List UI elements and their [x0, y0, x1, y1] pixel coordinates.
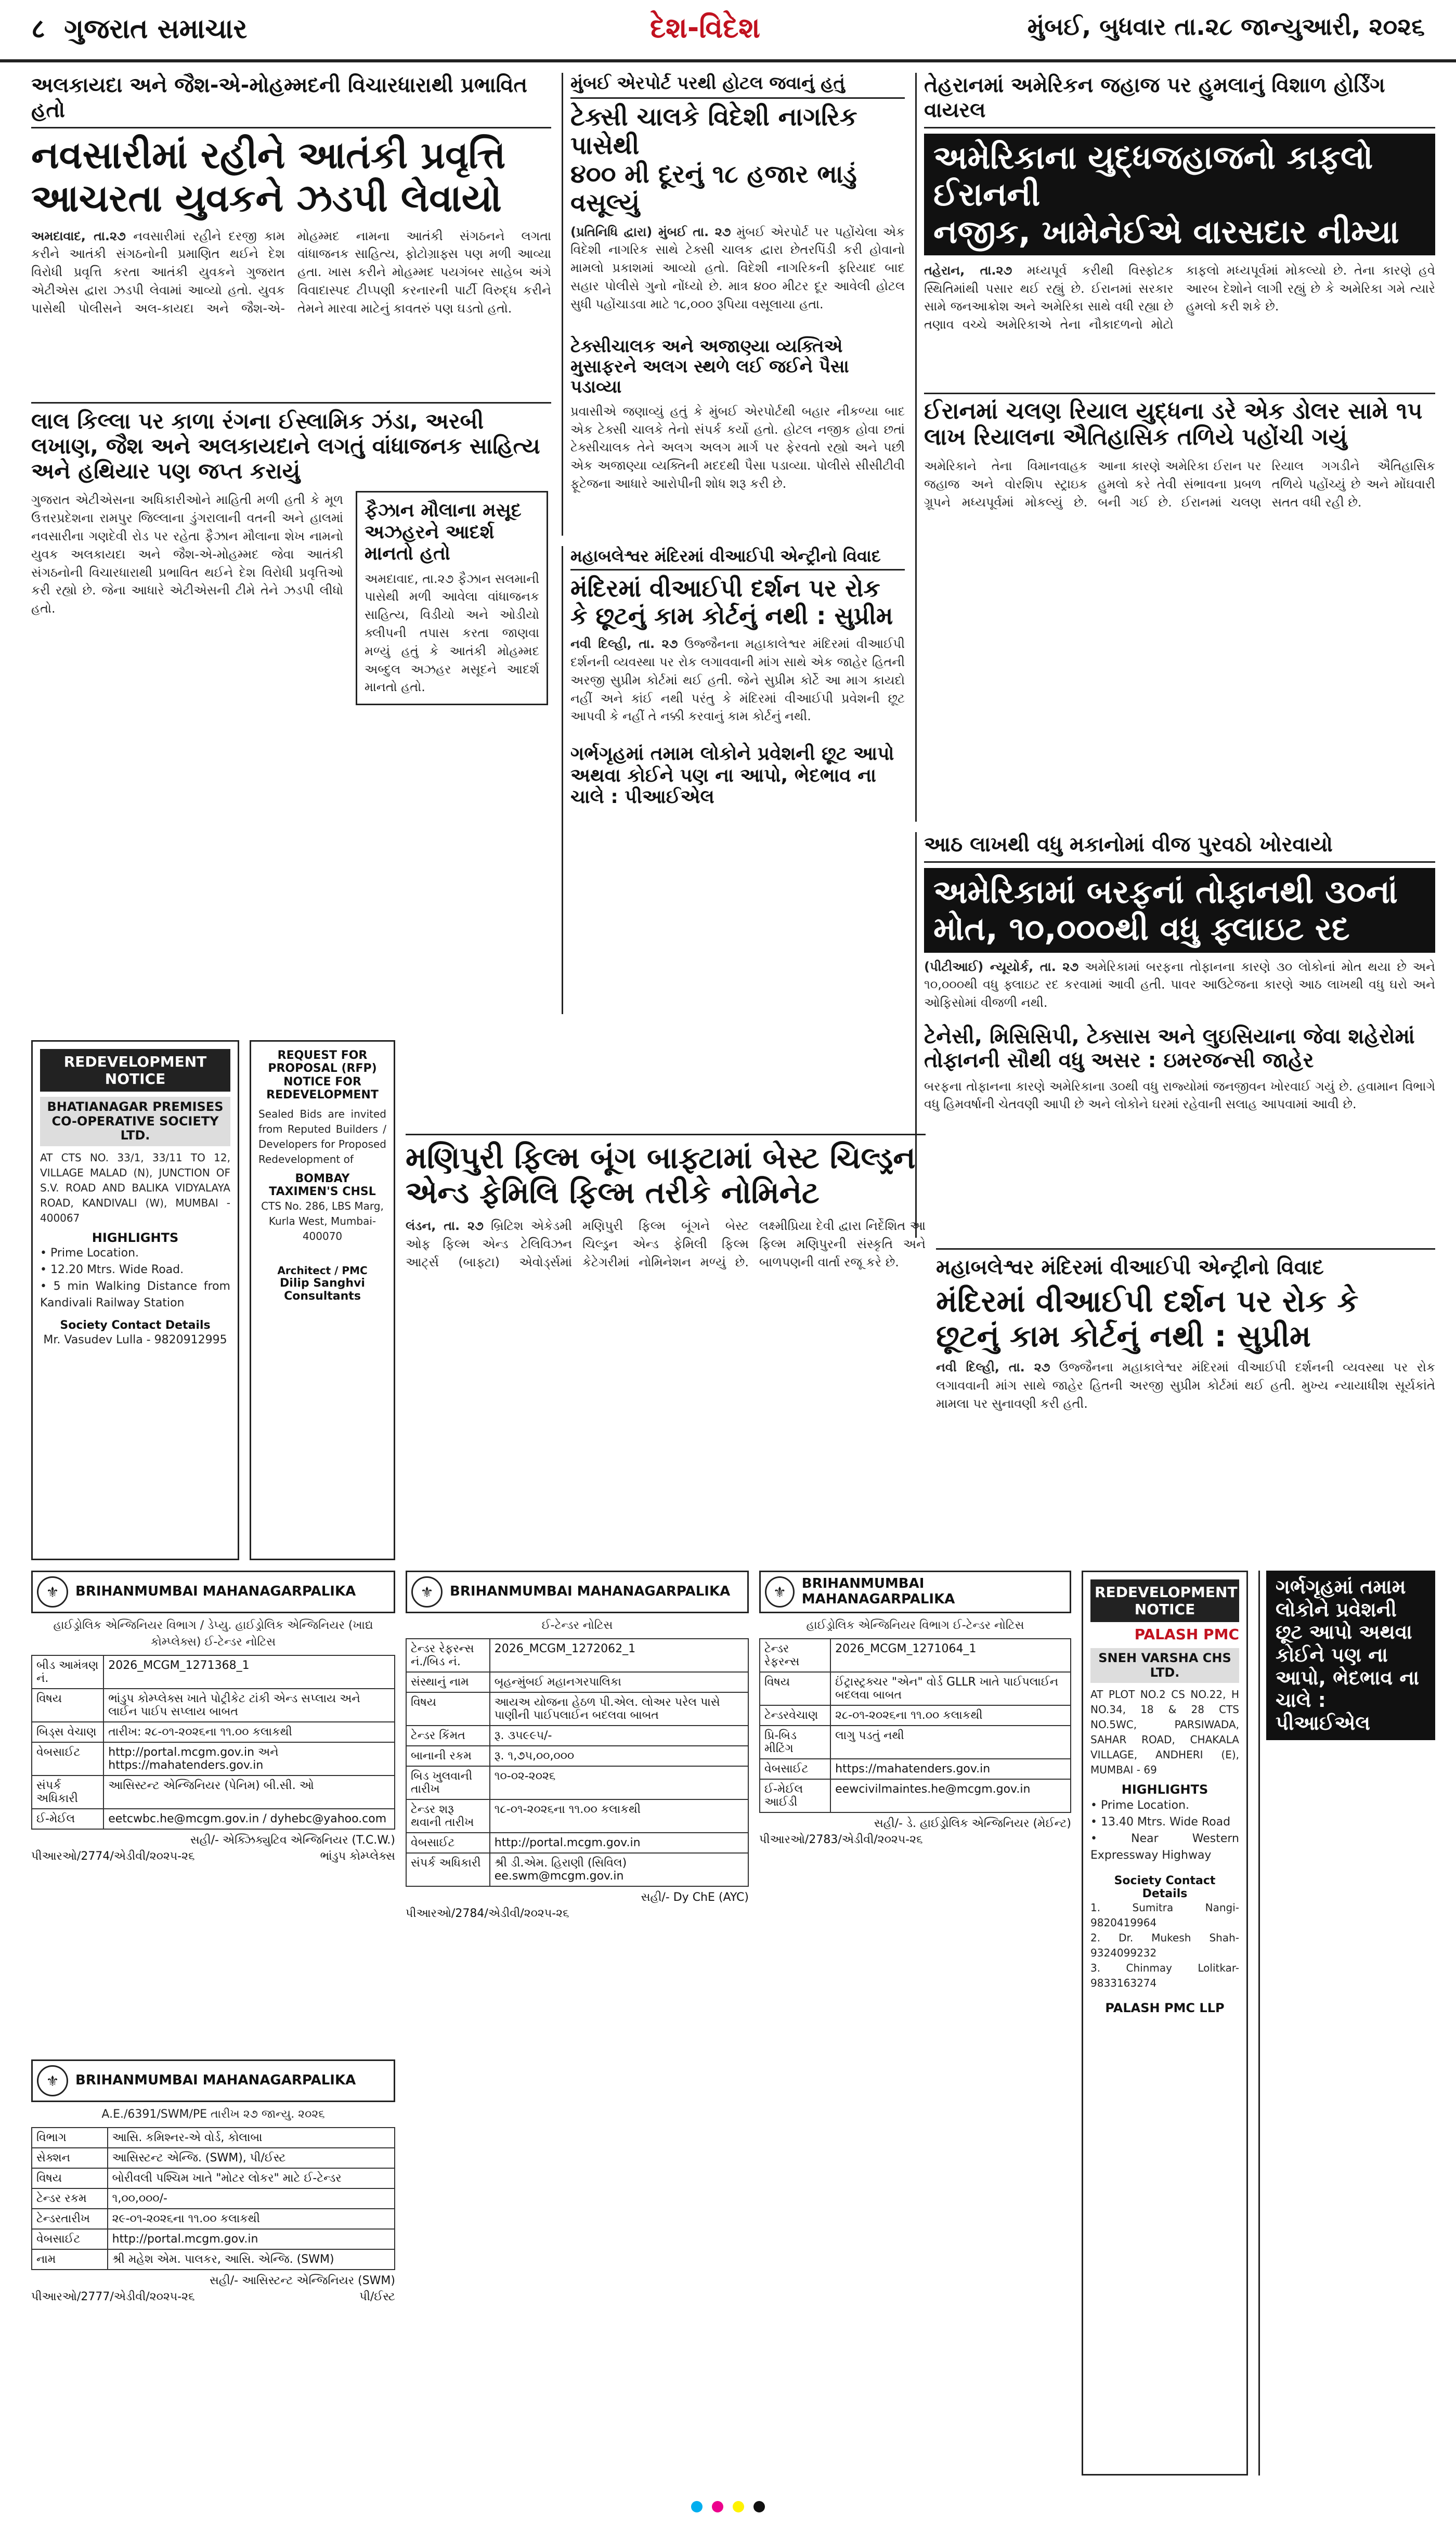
tender-table: વિભાગ આસિ. કમિશ્નર-એ વોર્ડ, કોલાબા સેક્શન આસિસ્ટન્ટ એન્જિ. (SWM), પી/ઈસ્ટ વિષય બોરીવલી પશ્ચિમ ખાતે "મોટર લોકર" માટે ઈ-ટેન્ડર ટેન્ડર રકમ ૧,૦૦,૦૦૦/- ટેન્ડરતારીખ ૨૯-૦૧-૨૦૨૬ના ૧૧.૦૦ કલાકથી વેબસાઈટ http://portal.mcgm.gov.in નામ શ્રી મહેશ એમ. પાલકર, આસિ. એન્જિ. (SWM): [31, 2127, 395, 2270]
story-iran: [915, 73, 1435, 822]
issue-date: મુંબઈ, બુધવાર તા.૨૮ જાન્યુઆરી, ૨૦૨૬: [1027, 12, 1425, 41]
black-mark: [753, 2501, 765, 2512]
cyan-mark: [691, 2501, 703, 2512]
story-subhead: ઈરાનમાં ચલણ રિયાલ યુદ્ધના ડરે એક ડોલર સામે ૧૫ લાખ રિયાલના ઐતિહાસિક તળિયે પહોંચી ગયું: [924, 393, 1435, 451]
story-continuation: [1258, 1571, 1435, 2476]
story-body: (પીટીઆઈ) ન્યૂયોર્ક, તા. ૨૭ અમેરિકામાં બરફના તોફાનના કારણે ૩૦ લોકોનાં મોત થયા છે અને ૧૦,૦૦૦થી વધુ ફ્લાઇટ રદ કરવામાં આવી હતી. પાવર આઉટેજના કારણે આઠ લાખથી વધુ ઘરો અને ઓફિસોમાં વીજળી નથી.: [924, 959, 1435, 1010]
story-kicker: મુંબઈ એરપોર્ટ પરથી હોટલ જવાનું હતું: [570, 73, 905, 99]
bmc-logo: ⚜ BRIHANMUMBAI MAHANAGARPALIKA: [759, 1571, 1071, 1613]
emblem-icon: ⚜: [37, 2065, 68, 2096]
story-side-head: ગર્ભગૃહમાં તમામ લોકોને પ્રવેશની છૂટ આપો અથવા કોઈને પણ ના આપો, ભેદભાવ ના ચાલે : પીઆઈએલ: [1266, 1571, 1435, 1740]
story-subhead: ટેનેસી, મિસિસિપી, ટેક્સાસ અને લુઇસિયાના જેવા શહેરોમાં તોફાનની સૌથી વધુ અસર : ઇમરજન્સી જાહેર: [924, 1024, 1415, 1072]
emblem-icon: ⚜: [411, 1576, 443, 1608]
yellow-mark: [733, 2501, 744, 2512]
ad-redevelopment-sneh-varsha: REDEVELOPMENT NOTICE PALASH PMC SNEH VARSHA CHS LTD. AT PLOT NO.2 CS NO.22, H NO.34, 18 & 28 CTS NO.5WC, PARSIWADA, SAHAR ROAD, CHAKALA VILLAGE, ANDHERI (E), MUMBAI - 69 HIGHLIGHTS • Prime Location. • 13.40 Mtrs. Wide Road • Near Western Expressway Highway Society Contact Details 1. Sumitra Nangi-9820419964 2. Dr. Mukesh Shah-9324099232 3. Chinmay Lolitkar-9833163274 PALASH PMC LLP: [1082, 1571, 1248, 2476]
ad-rfp-bombay-taximen: REQUEST FOR PROPOSAL (RFP) NOTICE FOR REDEVELOPMENT Sealed Bids are invited from Reputed Builders / Developers for Proposed Redevelopment of BOMBAY TAXIMEN'S CHSL CTS No. 286, LBS Marg, Kurla West, Mumbai-400070 Architect / PMC Dilip Sanghvi Consultants: [250, 1040, 395, 1560]
story-headline: અમેરિકામાં બરફનાં તોફાનથી ૩૦નાં મોત, ૧૦,૦૦૦થી વધુ ફ્લાઇટ રદ: [924, 868, 1435, 953]
story-body: નવી દિલ્હી, તા. ૨૭ ઉજ્જૈનના મહાકાલેશ્વર મંદિરમાં વીઆઈપી દર્શનની વ્યવસ્થા પર રોક લગાવવાની માંગ સાથે એક જાહેર હિતની અરજી સુપ્રીમ કોર્ટમાં થઈ હતી. જેને સુપ્રીમ કોર્ટે આ માગ કાયદો નહીં અને કાંઈ નથી પરંતુ કે મંદિરમાં વીઆઈપી પ્રવેશની છૂટ આપવી કે નહીં તે નક્કી કરવાનું કામ કોર્ટનું નથી.: [570, 637, 905, 724]
story-body: અમદાવાદ, તા.૨૭ નવસારીમાં રહીને દરજી કામ કરીને આતંકી સંગઠનોની પ્રમાણિત થઈને દેશ વિરોધી પ્રવૃત્તિ કરતા આતંકી યુવકને ગુજરાત એટીએસ દ્વારા ઝડપી લેવામાં આવ્યો હતો. યુવક પાસેથી પોલીસને અલ-કાયદા અને જૈશ-એ-મોહમ્મદ નામના આતંકી સંગઠનને લગતા વાંધાજનક સાહિત્ય, ફોટોગ્રાફ્સ પણ મળી આવ્યા હતા. ખાસ કરીને મોહમ્મદ પયગંબર સાહેબ અંગે વિવાદાસ્પદ ટીપ્પણી કરનારની પાર્ટી વિરુદ્ધ કરીને તેમને મારવા માટેનું કાવતરું પણ ઘડતો હતો.: [31, 228, 551, 316]
story-body: તહેરાન, તા.૨૭ મધ્યપૂર્વ કરીથી વિસ્ફોટક સ્થિતિમાંથી પસાર થઈ રહ્યું છે. ઈરાનમાં સરકાર સામે જનઆક્રોશ અને અમેરિકા સાથે વધી રહ્યા છે તણાવ વચ્ચે અમેરિકાએ તેના નૌકાદળનો મોટો કાફલો મધ્યપૂર્વમાં મોકલ્યો છે. તેના કારણે હવે આરબ દેશોને લાગી રહ્યું છે કે અમેરિકા ગમે ત્યારે હુમલો કરી શકે છે.: [924, 263, 1435, 332]
story-sidebox: ફૈઝાન મૌલાના મસૂદ અઝહરને આદર્શ માનતો હતો અમદાવાદ, તા.૨૭ ફૈઝાન સલમાની પાસેથી મળી આવેલા વાંધાજનક સાહિત્ય, વિડીયો અને ઓડીયો ક્લીપની તપાસ કરતા જાણવા મળ્યું હતું કે આતંકી મોહમ્મદ અબ્દુલ અઝહર મસૂદને આદર્શ માનતો હતો.: [356, 491, 548, 705]
story-kicker: મહાબલેશ્વર મંદિરમાં વીઆઈપી એન્ટ્રીનો વિવાદ: [936, 1255, 1324, 1279]
story-headline: ટેક્સી ચાલકે વિદેશી નાગરિક પાસેથી ૪૦૦ મી દૂરનું ૧૮ હજાર ભાડું વસૂલ્યું: [570, 102, 857, 218]
story-body-continued: બરફના તોફાનના કારણે અમેરિકાના ૩૦થી વધુ રાજ્યોમાં જનજીવન ખોરવાઈ ગયું છે. હવામાન વિભાગે વધુ હિમવર્ષાની ચેતવણી આપી છે અને લોકોને ઘરમાં રહેવાની સલાહ આપવામાં આવી છે.: [924, 1079, 1435, 1112]
bmc-logo: ⚜ BRIHANMUMBAI MAHANAGARPALIKA: [406, 1571, 749, 1613]
story-headline: નવસારીમાં રહીને આતંકી પ્રવૃત્તિ આચરતા યુવકને ઝડપી લેવાયો: [31, 133, 506, 220]
magenta-mark: [712, 2501, 723, 2512]
story-headline: મંદિરમાં વીઆઈપી દર્શન પર રોક કે છૂટનું કામ કોર્ટનું નથી : સુપ્રીમ: [570, 574, 893, 630]
tender-table: ટેન્ડર રેફરન્સ 2026_MCGM_1271064_1 વિષય ઈંટ્રાસ્ટ્રક્ચર "એન" વોર્ડ GLLR ખાતે પાઈપલાઈન બદલવા બાબત ટેન્ડરવેચાણ ૨૮-૦૧-૨૦૨૬ના ૧૧.૦૦ કલાકથી પ્રિ-બિડ મીટિંગ લાગુ પડતું નથી વેબસાઈટ https://mahatenders.gov.in ઈ-મેઈલ આઈડી eewcivilmaintes.he@mcgm.gov.in: [759, 1638, 1071, 1813]
story-headline: મંદિરમાં વીઆઈપી દર્શન પર રોક કે છૂટનું કામ કોર્ટનું નથી : સુપ્રીમ: [936, 1284, 1359, 1354]
story-body-continued: ગુજરાત એટીએસના અધિકારીઓને માહિતી મળી હતી કે મૂળ ઉત્તરપ્રદેશના રામપુર જિલ્લાના ડુંગરાલાની વતની અને હાલમાં નવસારીના ગણદેવી રોડ પર રહેતા ફૈઝાન મૌલાના શેખ નામનો યુવક અલકાયદા અને જૈશ-એ-મોહમ્મદ જેવા આતંકી સંગઠનોની વિચારધારાથી પ્રભાવિત થઈને દેશ વિરોધી પ્રવૃત્તિઓ કરી રહ્યો છે. જેના આધારે એટીએસની ટીમે તેને ઝડપી લીધો હતો.: [31, 493, 343, 616]
story-headline: મણિપુરી ફિલ્મ બૂંગ બાફ્ટામાં બેસ્ટ ચિલ્ડ્રન એન્ડ ફેમિલિ ફિલ્મ તરીકે નોમિનેટ: [406, 1140, 916, 1210]
bmc-logo: ⚜ BRIHANMUMBAI MAHANAGARPALIKA: [31, 1571, 395, 1613]
ad-bmc-tender-hydraulic: ⚜ BRIHANMUMBAI MAHANAGARPALIKA હાઈડ્રોલિક એન્જિનિયર વિભાગ ઈ-ટેન્ડર નોટિસ ટેન્ડર રેફરન્સ 2026_MCGM_1271064_1 વિષય ઈંટ્રાસ્ટ્રક્ચર "એન" વોર્ડ GLLR ખાતે પાઈપલાઈન બદલવા બાબત ટેન્ડરવેચાણ ૨૮-૦૧-૨૦૨૬ના ૧૧.૦૦ કલાકથી પ્રિ-બિડ મીટિંગ લાગુ પડતું નથી વેબસાઈટ https://mahatenders.gov.in ઈ-મેઈલ આઈડી eewcivilmaintes.he@mcgm.gov.in સહી/- ડે. હાઈડ્રોલિક એન્જિનિયર (મેઈન્ટ) પીઆરઓ/2783/એડીવી/૨૦૨૫-૨૬: [759, 1571, 1071, 2476]
masthead: ८ ગુજરાત સમાચાર: [31, 14, 248, 45]
story-subhead: ગર્ભગૃહમાં તમામ લોકોને પ્રવેશની છૂટ આપો અથવા કોઈને પણ ના આપો, ભેદભાવ ના ચાલે : પીઆઈએલ: [570, 743, 894, 808]
story-temple-repeat: [936, 1248, 1435, 1560]
tender-table: બીડ આમંત્રણ નં. 2026_MCGM_1271368_1 વિષય ભાંડુપ કોમ્પ્લેક્સ ખાતે પોટ્રીકેટ ટાંકી એન્ડ સપ્લાય અને લાઈન પાઈપ સપ્લાય બાબત બિડ્સ વેચાણ તારીખ: ૨૮-૦૧-૨૦૨૬ના ૧૧.૦૦ કલાકથી વેબસાઈટ http://portal.mcgm.gov.in અને https://mahatenders.gov.in સંપર્ક અધિકારી આસિસ્ટન્ટ એન્જિનિયર (પેનિમ) બી.સી. ઓ ઈ-મેઈલ eetcwbc.he@mcgm.gov.in / dyhebc@yahoo.com: [31, 1655, 395, 1830]
ad-redevelopment-bhatianagar: REDEVELOPMENT NOTICE BHATIANAGAR PREMISES CO-OPERATIVE SOCIETY LTD. AT CTS NO. 33/1, 33/11 TO 12, VILLAGE MALAD (N), JUNCTION OF S.V. ROAD AND BALIKA VIDYALAYA ROAD, KANDIVALI (W), MUMBAI - 400067 HIGHLIGHTS • Prime Location. • 12.20 Mtrs. Wide Road. • 5 min Walking Distance from Kandivali Railway Station Society Contact Details Mr. Vasudev Lulla - 9820912995: [31, 1040, 239, 1560]
story-navsari: [31, 73, 551, 1030]
story-kicker: તેહરાનમાં અમેરિકન જહાજ પર હુમલાનું વિશાળ હોર્ડિંગ વાયરલ: [924, 73, 1435, 128]
tender-table: ટેન્ડર રેફરન્સ નં./બિડ નં. 2026_MCGM_1272062_1 સંસ્થાનું નામ બૃહન્મુંબઈ મહાનગરપાલિકા વિષય આયઅ યોજના હેઠળ પી.એલ. લોઅર પરેલ પાસે પાણીની પાઈપલાઈન બદલવા બાબત ટેન્ડર કિંમત રૂ. ૩૫૯૯૫/- બાનાની રકમ રૂ. ૧,૭૫,૦૦,૦૦૦ બિડ ખુલવાની તારીખ ૧૦-૦૨-૨૦૨૬ ટેન્ડર શરૂ થવાની તારીખ ૧૮-૦૧-૨૦૨૬ના ૧૧.૦૦ કલાકથી વેબસાઈટ http://portal.mcgm.gov.in સંપર્ક અધિકારી શ્રી ડી.એમ. હિરાણી (સિવિલ) ee.swm@mcgm.gov.in: [406, 1638, 749, 1887]
story-body-continued: અમેરિકાને તેના વિમાનવાહક જહાજ અને વોરશિપ સ્ટ્રાઇક ગ્રૂપને મધ્યપૂર્વમાં મોકલ્યું છે. આના કારણે અમેરિકા ઈરાન પર હુમલો કરે તેવી સંભાવના પ્રબળ બની ગઈ છે. ઈરાનમાં ચલણ રિયાલ ગગડીને ઐતિહાસિક તળિયે પહોંચ્યું છે અને મોંઘવારી સતત વધી રહી છે.: [924, 459, 1435, 510]
story-subhead: લાલ કિલ્લા પર કાળા રંગના ઈસ્લામિક ઝંડા, અરબી લખાણ, જૈશ અને અલકાયદાને લગતું વાંધાજનક સાહિત્ય અને હથિયાર પણ જપ્ત કરાયું: [31, 402, 551, 484]
story-body: નવી દિલ્હી, તા. ૨૭ ઉજ્જૈનના મહાકાલેશ્વર મંદિરમાં વીઆઈપી દર્શનની વ્યવસ્થા પર રોક લગાવવાની માંગ સાથે જાહેર હિતની અરજી સુપ્રીમ કોર્ટમાં થઈ હતી. મુખ્ય ન્યાયાધીશ સૂર્યકાંતે મામલા પર સુનાવણી કરી હતી.: [936, 1360, 1435, 1411]
story-kicker: મહાબલેશ્વર મંદિરમાં વીઆઈપી એન્ટ્રીનો વિવાદ: [570, 546, 905, 571]
page-header: [0, 0, 1456, 62]
story-snowstorm: [915, 832, 1435, 1238]
section-title: દેશ-વિદેશ: [650, 11, 760, 44]
ad-bmc-tender-ayc: ⚜ BRIHANMUMBAI MAHANAGARPALIKA ઈ-ટેન્ડર નોટિસ ટેન્ડર રેફરન્સ નં./બિડ નં. 2026_MCGM_1272062_1 સંસ્થાનું નામ બૃહન્મુંબઈ મહાનગરપાલિકા વિષય આયઅ યોજના હેઠળ પી.એલ. લોઅર પરેલ પાસે પાણીની પાઈપલાઈન બદલવા બાબત ટેન્ડર કિંમત રૂ. ૩૫૯૯૫/- બાનાની રકમ રૂ. ૧,૭૫,૦૦,૦૦૦ બિડ ખુલવાની તારીખ ૧૦-૦૨-૨૦૨૬ ટેન્ડર શરૂ થવાની તારીખ ૧૮-૦૧-૨૦૨૬ના ૧૧.૦૦ કલાકથી વેબસાઈટ http://portal.mcgm.gov.in સંપર્ક અધિકારી શ્રી ડી.એમ. હિરાણી (સિવિલ) ee.swm@mcgm.gov.in સહી/- Dy ChE (AYC) પીઆરઓ/2784/એડીવી/૨૦૨૫-૨૬: [406, 1571, 749, 2476]
story-body-continued: પ્રવાસીએ જણાવ્યું હતું કે મુંબઈ એરપોર્ટથી બહાર નીકળ્યા બાદ એક ટેક્સી ચાલકે તેનો સંપર્ક કર્યો હતો. હોટલ નજીક હોવા છતાં ટેક્સીચાલક તેને અલગ અલગ માર્ગ પર ફેરવતો રહ્યો અને પછી એક અજાણ્યા વ્યક્તિની મદદથી પૈસા પડાવ્યા. પોલીસે સીસીટીવી ફૂટેજના આધારે આરોપીની શોધ શરૂ કરી છે.: [570, 404, 905, 491]
story-kicker: આઠ લાખથી વધુ મકાનોમાં વીજ પુરવઠો ખોરવાયો: [924, 832, 1435, 863]
ad-bmc-tender-swm: ⚜ BRIHANMUMBAI MAHANAGARPALIKA A.E./6391/SWM/PE તારીખ ૨૭ જાન્યુ. ૨૦૨૬ વિભાગ આસિ. કમિશ્નર-એ વોર્ડ, કોલાબા સેક્શન આસિસ્ટન્ટ એન્જિ. (SWM), પી/ઈસ્ટ વિષય બોરીવલી પશ્ચિમ ખાતે "મોટર લોકર" માટે ઈ-ટેન્ડર ટેન્ડર રકમ ૧,૦૦,૦૦૦/- ટેન્ડરતારીખ ૨૯-૦૧-૨૦૨૬ના ૧૧.૦૦ કલાકથી વેબસાઈટ http://portal.mcgm.gov.in નામ શ્રી મહેશ એમ. પાલકર, આસિ. એન્જિ. (SWM) સહી/- આસિસ્ટન્ટ એન્જિનિયર (SWM) પીઆરઓ/2777/એડીવી/૨૦૨૫-૨૬ પી/ઈસ્ટ: [31, 2059, 395, 2476]
emblem-icon: ⚜: [765, 1576, 795, 1608]
story-headline: અમેરિકાના યુદ્ધજહાજનો કાફલો ઈરાનની નજીક, ખામેનેઈએ વારસદાર નીમ્યા: [924, 134, 1435, 255]
story-manipuri-film: [406, 1134, 926, 1550]
bmc-logo: ⚜ BRIHANMUMBAI MAHANAGARPALIKA: [31, 2059, 395, 2102]
story-kicker: અલકાયદા અને જૈશ-એ-મોહમ્મદની વિચારધારાથી પ્રભાવિત હતો: [31, 73, 551, 128]
story-body: (પ્રતિનિધિ દ્વારા) મુંબઈ તા. ૨૭ મુંબઈ એરપોર્ટ પર પહોંચેલા એક વિદેશી નાગરિક સાથે ટેક્સી ચાલક દ્વારા છેતરપિંડી કરી હોવાનો મામલો પ્રકાશમાં આવ્યો હતો. વિદેશી નાગરિકની ફરિયાદ બાદ સહાર પોલીસે ગુનો નોંધ્યો છે. માત્ર ૪૦૦ મીટર દૂર આવેલી હોટલ સુધી પહોંચાડવા માટે ૧૮,૦૦૦ રૂપિયા વસૂલાયા હતા.: [570, 224, 905, 312]
print-registration-marks: [0, 2496, 1456, 2517]
story-subhead: ટેક્સીચાલક અને અજાણ્યા વ્યક્તિએ મુસાફરને અલગ સ્થળે લઈ જઈને પૈસા પડાવ્યા: [570, 335, 849, 397]
story-temple: [562, 546, 905, 1014]
ad-bmc-tender-bhandup: ⚜ BRIHANMUMBAI MAHANAGARPALIKA હાઈડ્રોલિક એન્જિનિયર વિભાગ / ડેપ્યુ. હાઈડ્રોલિક એન્જિનિયર (ખાદ્ય કોમ્પ્લેક્સ) ઈ-ટેન્ડર નોટિસ બીડ આમંત્રણ નં. 2026_MCGM_1271368_1 વિષય ભાંડુપ કોમ્પ્લેક્સ ખાતે પોટ્રીકેટ ટાંકી એન્ડ સપ્લાય અને લાઈન પાઈપ સપ્લાય બાબત બિડ્સ વેચાણ તારીખ: ૨૮-૦૧-૨૦૨૬ના ૧૧.૦૦ કલાકથી વેબસાઈટ http://portal.mcgm.gov.in અને https://mahatenders.gov.in સંપર્ક અધિકારી આસિસ્ટન્ટ એન્જિનિયર (પેનિમ) બી.સી. ઓ ઈ-મેઈલ eetcwbc.he@mcgm.gov.in / dyhebc@yahoo.com સહી/- એક્ઝિક્યુટિવ એન્જિનિયર (T.C.W.) પીઆરઓ/2774/એડીવી/૨૦૨૫-૨૬ ભાંડુપ કોમ્પ્લેક્સ: [31, 1571, 395, 2049]
story-body: લંડન, તા. ૨૭ બ્રિટિશ એકેડમી ઓફ ફિલ્મ એન્ડ ટેલિવિઝન આર્ટ્સ (બાફ્ટા) એવોર્ડ્સમાં મણિપુરી ફિલ્મ બૂંગને બેસ્ટ ચિલ્ડ્રન એન્ડ ફેમિલી ફિલ્મ કેટેગરીમાં નોમિનેશન મળ્યું છે. લક્ષ્મીપ્રિયા દેવી દ્વારા નિર્દેશિત આ ફિલ્મ મણિપુરની સંસ્કૃતિ અને બાળપણની વાર્તા રજૂ કરે છે.: [406, 1219, 926, 1269]
emblem-icon: ⚜: [37, 1576, 68, 1608]
story-taxi: [562, 73, 905, 536]
